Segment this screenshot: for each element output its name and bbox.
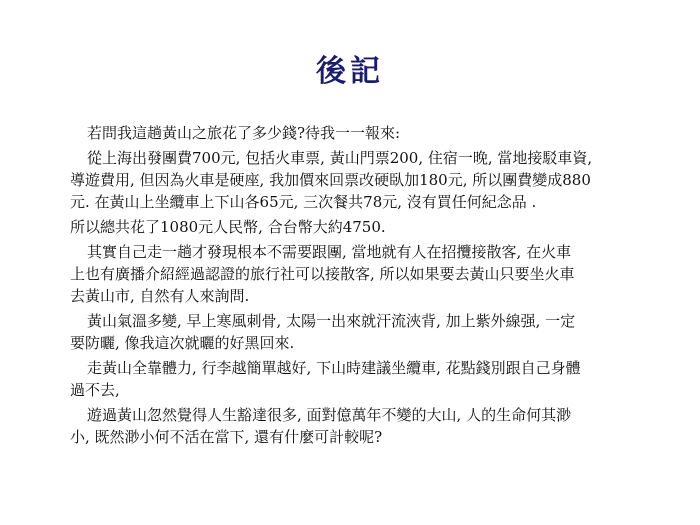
text-line: 從上海出發團費700元, 包括火車票, 黃山門票200, 住宿一晚, 當地接駁車資, — [87, 149, 593, 167]
text-line: 去黃山市, 自然有人來詢問. — [70, 287, 250, 305]
text-line: 黃山氣溫多變, 早上寒風刺骨, 太陽一出來就汗流浹背, 加上紫外線强, 一定 — [87, 312, 576, 330]
paragraph-weather — [70, 310, 688, 354]
paragraph-stamina — [70, 357, 688, 401]
text-line: 所以總共花了1080元人民幣, 合台幣大約4750. — [70, 218, 386, 236]
text-line: 其實自己走一趟才發現根本不需要跟團, 當地就有人在招攬接散客, 在火車 — [87, 243, 572, 261]
text-line: 過不去, — [70, 381, 120, 399]
text-line: 小, 既然渺小何不活在當下, 還有什麼可計較呢? — [70, 428, 383, 446]
paragraph-cost-question — [70, 122, 688, 144]
text-line: 要防曬, 像我這次就曬的好黑回來. — [70, 334, 295, 352]
text-line: 走黃山全靠體力, 行李越簡單越好, 下山時建議坐纜車, 花點錢別跟自己身體 — [87, 359, 581, 377]
page-title: 後記 — [316, 54, 384, 89]
body-text — [70, 122, 688, 449]
text-line: 遊過黃山忽然覺得人生豁達很多, 面對億萬年不變的大山, 人的生命何其渺 — [87, 406, 572, 424]
text-line: 導遊費用, 但因為火車是硬座, 我加價來回票改硬臥加180元, 所以團費變成880 — [70, 171, 591, 189]
paragraph-cost-breakdown — [70, 147, 688, 213]
text-line: 上也有廣播介紹經過認證的旅行社可以接散客, 所以如果要去黃山只要坐火車 — [70, 265, 575, 283]
paragraph-total-cost — [70, 216, 688, 238]
text-line: 元. 在黃山上坐纜車上下山各65元, 三次餐共78元, 沒有買任何紀念品 . — [70, 193, 537, 211]
paragraph-reflection — [70, 404, 688, 448]
text-line: 若問我這趟黃山之旅花了多少錢?待我一一報來: — [87, 124, 401, 142]
paragraph-no-tour-needed — [70, 241, 688, 307]
